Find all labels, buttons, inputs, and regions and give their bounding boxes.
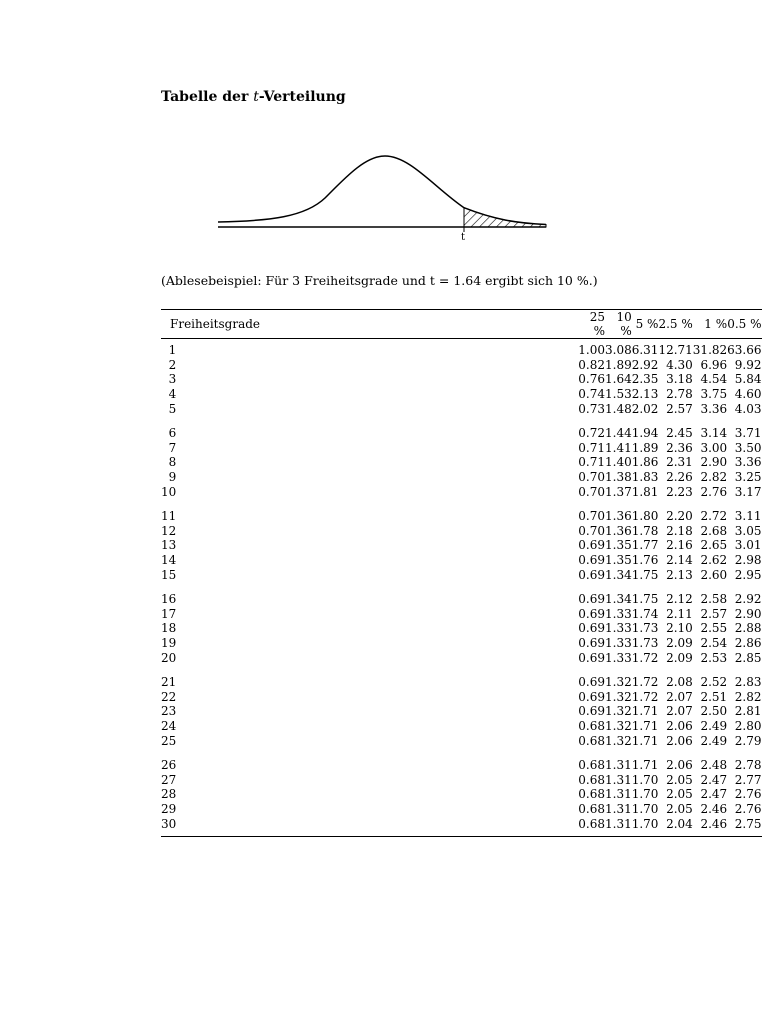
critical-value-cell: 2.86 [734, 635, 762, 650]
degrees-of-freedom-cell: 15 [161, 567, 177, 582]
t-distribution-figure [210, 148, 555, 248]
table-row [161, 704, 762, 719]
density-curve [218, 156, 546, 225]
critical-value-cell: 2.68 [700, 523, 728, 538]
degrees-of-freedom-cell: 7 [168, 440, 177, 455]
critical-value-cell: 1.36 [605, 523, 632, 538]
critical-value-cell: 2.57 [666, 401, 693, 416]
page-title [161, 89, 346, 105]
table-row [161, 372, 762, 387]
critical-value-cell: 1.35 [605, 553, 632, 568]
row-group [161, 753, 762, 836]
degrees-of-freedom-cell: 12 [161, 523, 177, 538]
table-row [161, 650, 762, 670]
critical-value-cell: 2.12 [666, 592, 693, 607]
critical-value-cell: 1.81 [631, 484, 659, 499]
critical-value-cell: 2.83 [734, 675, 762, 690]
column-header: Freiheitsgrade [161, 310, 578, 339]
critical-value-cell: 1.71 [631, 718, 659, 733]
critical-value-cell: 0.68 [578, 718, 605, 733]
critical-value-cell: 0.69 [578, 621, 605, 636]
column-header: 25 % [578, 310, 605, 339]
table-row [161, 772, 762, 787]
critical-value-cell: 2.65 [700, 538, 728, 553]
critical-value-cell: 0.70 [578, 484, 605, 499]
critical-value-cell: 2.05 [666, 801, 693, 816]
critical-value-cell: 2.18 [666, 523, 693, 538]
critical-value-cell: 2.47 [700, 772, 728, 787]
critical-value-cell: 1.32 [605, 704, 632, 719]
critical-value-cell: 0.68 [578, 733, 605, 748]
critical-value-cell: 1.78 [631, 523, 659, 538]
critical-value-cell: 2.76 [734, 801, 762, 816]
critical-value-cell: 12.71 [658, 343, 693, 358]
critical-value-cell: 1.40 [605, 455, 632, 470]
degrees-of-freedom-cell: 23 [161, 704, 177, 719]
critical-value-cell: 2.76 [700, 484, 728, 499]
critical-value-cell: 3.75 [700, 387, 728, 402]
density-curve-graphic [210, 148, 555, 248]
row-group [161, 421, 762, 504]
critical-value-cell: 1.74 [631, 606, 659, 621]
critical-value-cell: 2.46 [700, 816, 728, 831]
table-row [161, 504, 762, 524]
row-group [161, 587, 762, 670]
critical-value-cell: 1.32 [605, 718, 632, 733]
critical-value-cell: 2.75 [734, 816, 762, 831]
table-row [161, 339, 762, 358]
critical-value-cell: 0.71 [578, 455, 605, 470]
critical-value-cell: 2.77 [734, 772, 762, 787]
critical-value-cell: 1.34 [605, 567, 632, 582]
critical-value-cell: 2.95 [734, 567, 762, 582]
critical-value-cell: 0.69 [578, 567, 605, 582]
critical-value-cell: 2.78 [734, 758, 762, 773]
table-row [161, 358, 762, 373]
title-suffix: -Verteilung [258, 89, 346, 105]
critical-value-cell: 0.70 [578, 470, 605, 485]
critical-value-cell: 0.69 [578, 704, 605, 719]
critical-value-cell: 2.31 [666, 455, 693, 470]
critical-value-cell: 0.70 [578, 509, 605, 524]
critical-value-cell: 1.33 [605, 606, 632, 621]
critical-value-cell: 3.01 [734, 538, 762, 553]
critical-value-cell: 1.41 [605, 440, 632, 455]
critical-value-cell: 1.72 [631, 689, 659, 704]
title-variable: t [253, 89, 259, 105]
critical-value-cell: 1.94 [631, 426, 659, 441]
critical-value-cell: 2.09 [666, 635, 693, 650]
column-header: 1 % [693, 310, 727, 339]
critical-value-cell: 2.78 [666, 387, 693, 402]
degrees-of-freedom-cell: 28 [161, 787, 177, 802]
critical-value-cell: 2.58 [700, 592, 728, 607]
critical-value-cell: 2.06 [666, 718, 693, 733]
critical-value-cell: 1.35 [605, 538, 632, 553]
critical-value-cell: 1.73 [631, 621, 659, 636]
critical-value-cell: 2.82 [734, 689, 762, 704]
critical-value-cell: 0.68 [578, 801, 605, 816]
critical-value-cell: 2.49 [700, 718, 728, 733]
title-prefix: Tabelle der [161, 89, 254, 105]
critical-value-cell: 0.69 [578, 538, 605, 553]
column-header: 2.5 % [658, 310, 692, 339]
critical-value-cell: 2.46 [700, 801, 728, 816]
critical-value-cell: 1.80 [631, 509, 659, 524]
critical-value-cell: 2.35 [631, 372, 659, 387]
degrees-of-freedom-cell: 17 [161, 606, 177, 621]
critical-value-cell: 0.72 [578, 426, 605, 441]
critical-value-cell: 0.69 [578, 675, 605, 690]
critical-value-cell: 2.90 [734, 606, 762, 621]
degrees-of-freedom-cell: 1 [168, 343, 177, 358]
critical-value-cell: 1.86 [631, 455, 659, 470]
table-row [161, 455, 762, 470]
degrees-of-freedom-cell: 9 [168, 470, 177, 485]
critical-value-cell: 3.36 [700, 401, 728, 416]
critical-value-cell: 2.80 [734, 718, 762, 733]
critical-value-cell: 3.08 [605, 343, 632, 358]
critical-value-cell: 1.77 [631, 538, 659, 553]
critical-value-cell: 31.82 [692, 343, 728, 358]
column-header: 10 % [605, 310, 632, 339]
critical-value-cell: 1.31 [605, 772, 632, 787]
critical-value-cell: 0.76 [578, 372, 605, 387]
critical-value-cell: 0.69 [578, 606, 605, 621]
critical-value-cell: 1.72 [631, 675, 659, 690]
critical-value-cell: 2.11 [666, 606, 693, 621]
critical-value-cell: 3.11 [734, 509, 762, 524]
critical-value-cell: 1.76 [631, 553, 659, 568]
critical-value-cell: 2.47 [700, 787, 728, 802]
critical-value-cell: 2.13 [631, 387, 659, 402]
degrees-of-freedom-cell: 8 [168, 455, 177, 470]
critical-value-cell: 1.36 [605, 509, 632, 524]
critical-value-cell: 3.36 [734, 455, 762, 470]
table-row [161, 567, 762, 587]
critical-value-cell: 2.05 [666, 787, 693, 802]
critical-value-cell: 2.92 [631, 357, 659, 372]
critical-value-cell: 3.14 [700, 426, 728, 441]
table-row [161, 802, 762, 817]
degrees-of-freedom-cell: 6 [168, 426, 177, 441]
row-group [161, 339, 762, 421]
degrees-of-freedom-cell: 20 [161, 650, 177, 665]
critical-value-cell: 1.31 [605, 787, 632, 802]
critical-value-cell: 2.54 [700, 635, 728, 650]
critical-value-cell: 3.71 [734, 426, 762, 441]
critical-value-cell: 3.18 [666, 372, 693, 387]
degrees-of-freedom-cell: 22 [161, 689, 177, 704]
degrees-of-freedom-cell: 30 [161, 816, 177, 831]
critical-value-cell: 2.08 [666, 675, 693, 690]
critical-value-cell: 1.73 [631, 635, 659, 650]
critical-value-cell: 2.88 [734, 621, 762, 636]
critical-value-cell: 2.13 [666, 567, 693, 582]
table-row [161, 607, 762, 622]
critical-value-cell: 1.53 [605, 387, 632, 402]
critical-value-cell: 2.79 [734, 733, 762, 748]
column-header: 0.5 % [727, 310, 761, 339]
critical-value-cell: 1.37 [605, 484, 632, 499]
row-group [161, 670, 762, 753]
critical-value-cell: 2.92 [734, 592, 762, 607]
critical-value-cell: 4.54 [700, 372, 728, 387]
critical-value-cell: 1.33 [605, 635, 632, 650]
critical-value-cell: 0.70 [578, 523, 605, 538]
critical-value-cell: 2.72 [700, 509, 728, 524]
degrees-of-freedom-cell: 5 [168, 401, 177, 416]
degrees-of-freedom-cell: 27 [161, 772, 177, 787]
critical-value-cell: 2.57 [700, 606, 728, 621]
critical-value-cell: 1.31 [605, 801, 632, 816]
table-row [161, 587, 762, 607]
critical-value-cell: 1.70 [631, 816, 659, 831]
table-row [161, 421, 762, 441]
critical-value-cell: 0.71 [578, 440, 605, 455]
table-row [161, 636, 762, 651]
critical-value-cell: 2.55 [700, 621, 728, 636]
degrees-of-freedom-cell: 18 [161, 621, 177, 636]
critical-value-cell: 0.69 [578, 689, 605, 704]
critical-value-cell: 0.69 [578, 553, 605, 568]
critical-value-cell: 1.32 [605, 733, 632, 748]
table-row [161, 733, 762, 753]
critical-value-cell: 0.68 [578, 758, 605, 773]
critical-value-cell: 1.75 [631, 567, 659, 582]
critical-value-cell: 2.06 [666, 758, 693, 773]
critical-value-cell: 0.69 [578, 592, 605, 607]
critical-value-cell: 1.34 [605, 592, 632, 607]
table-row [161, 470, 762, 485]
degrees-of-freedom-cell: 13 [161, 538, 177, 553]
critical-value-cell: 2.53 [700, 650, 728, 665]
degrees-of-freedom-cell: 19 [161, 635, 177, 650]
critical-value-cell: 1.89 [631, 440, 659, 455]
critical-value-cell: 6.31 [631, 343, 659, 358]
critical-value-cell: 2.76 [734, 787, 762, 802]
degrees-of-freedom-cell: 29 [161, 801, 177, 816]
critical-value-cell: 2.05 [666, 772, 693, 787]
critical-value-cell: 2.23 [666, 484, 693, 499]
example-note: (Ablesebeispiel: Für 3 Freiheitsgrade und t = 1.64 ergibt sich 10 %.) [161, 273, 598, 288]
critical-value-cell: 1.71 [631, 704, 659, 719]
critical-value-cell: 0.69 [578, 650, 605, 665]
degrees-of-freedom-cell: 25 [161, 733, 177, 748]
critical-value-cell: 3.17 [734, 484, 762, 499]
degrees-of-freedom-cell: 16 [161, 592, 177, 607]
critical-value-cell: 2.20 [666, 509, 693, 524]
critical-value-cell: 3.25 [734, 470, 762, 485]
critical-value-cell: 1.70 [631, 801, 659, 816]
critical-value-cell: 1.71 [631, 733, 659, 748]
critical-value-cell: 1.70 [631, 787, 659, 802]
critical-value-cell: 1.33 [605, 650, 632, 665]
critical-value-cell: 5.84 [734, 372, 762, 387]
critical-value-cell: 2.07 [666, 704, 693, 719]
table-row [161, 816, 762, 836]
degrees-of-freedom-cell: 10 [161, 484, 177, 499]
critical-value-cell: 1.38 [605, 470, 632, 485]
degrees-of-freedom-cell: 2 [168, 357, 177, 372]
critical-value-cell: 2.82 [700, 470, 728, 485]
degrees-of-freedom-cell: 26 [161, 758, 177, 773]
degrees-of-freedom-cell: 24 [161, 718, 177, 733]
table-row [161, 753, 762, 773]
critical-value-cell: 2.81 [734, 704, 762, 719]
critical-value-cell: 1.70 [631, 772, 659, 787]
t-label: t [461, 232, 466, 243]
critical-value-cell: 0.68 [578, 787, 605, 802]
critical-value-cell: 3.00 [700, 440, 728, 455]
critical-value-cell: 2.49 [700, 733, 728, 748]
critical-value-cell: 2.52 [700, 675, 728, 690]
critical-value-cell: 2.45 [666, 426, 693, 441]
critical-value-cell: 2.04 [666, 816, 693, 831]
critical-value-cell: 2.60 [700, 567, 728, 582]
table-row [161, 401, 762, 421]
critical-value-cell: 2.09 [666, 650, 693, 665]
critical-value-cell: 1.31 [605, 758, 632, 773]
critical-value-cell: 1.44 [605, 426, 632, 441]
critical-value-cell: 1.32 [605, 689, 632, 704]
table-header-row [161, 310, 762, 339]
critical-value-cell: 4.03 [734, 401, 762, 416]
critical-value-cell: 2.85 [734, 650, 762, 665]
table-row [161, 719, 762, 734]
critical-value-cell: 0.74 [578, 387, 605, 402]
critical-value-cell: 1.32 [605, 675, 632, 690]
critical-value-cell: 2.06 [666, 733, 693, 748]
critical-value-cell: 0.82 [578, 357, 605, 372]
critical-value-cell: 2.07 [666, 689, 693, 704]
critical-value-cell: 4.30 [666, 357, 693, 372]
table-row [161, 787, 762, 802]
critical-value-cell: 0.68 [578, 816, 605, 831]
critical-value-cell: 1.89 [605, 357, 632, 372]
table-row [161, 553, 762, 568]
critical-value-cell: 2.36 [666, 440, 693, 455]
critical-value-cell: 0.73 [578, 401, 605, 416]
row-group [161, 504, 762, 587]
critical-value-cell: 1.75 [631, 592, 659, 607]
degrees-of-freedom-cell: 14 [161, 553, 177, 568]
critical-value-cell: 1.83 [631, 470, 659, 485]
table-row [161, 524, 762, 539]
critical-value-cell: 3.05 [734, 523, 762, 538]
critical-value-cell: 0.68 [578, 772, 605, 787]
critical-value-cell: 1.71 [631, 758, 659, 773]
critical-value-cell: 1.48 [605, 401, 632, 416]
critical-value-cell: 6.96 [700, 357, 728, 372]
degrees-of-freedom-cell: 21 [161, 675, 177, 690]
table-row [161, 689, 762, 704]
critical-value-cell: 3.50 [734, 440, 762, 455]
critical-value-cell: 2.02 [631, 401, 659, 416]
table-row [161, 387, 762, 402]
critical-value-cell: 2.51 [700, 689, 728, 704]
critical-value-cell: 2.10 [666, 621, 693, 636]
table-row [161, 538, 762, 553]
table-row [161, 484, 762, 504]
critical-value-cell: 2.48 [700, 758, 728, 773]
degrees-of-freedom-cell: 3 [168, 372, 177, 387]
critical-value-cell: 2.98 [734, 553, 762, 568]
column-header: 5 % [632, 310, 659, 339]
critical-value-cell: 0.69 [578, 635, 605, 650]
critical-value-cell: 1.33 [605, 621, 632, 636]
table-row [161, 621, 762, 636]
degrees-of-freedom-cell: 4 [168, 387, 177, 402]
critical-value-cell: 2.16 [666, 538, 693, 553]
critical-value-cell: 4.60 [734, 387, 762, 402]
critical-value-cell: 2.50 [700, 704, 728, 719]
critical-value-cell: 2.62 [700, 553, 728, 568]
critical-value-cell: 2.14 [666, 553, 693, 568]
critical-value-cell: 1.00 [578, 343, 605, 358]
critical-value-cell: 9.92 [734, 357, 762, 372]
table-row [161, 441, 762, 456]
t-distribution-table [161, 309, 762, 837]
critical-value-cell: 2.90 [700, 455, 728, 470]
degrees-of-freedom-cell: 11 [161, 509, 177, 524]
critical-value-cell: 63.66 [727, 343, 762, 358]
table-row [161, 670, 762, 690]
critical-value-cell: 1.72 [631, 650, 659, 665]
critical-value-cell: 1.64 [605, 372, 632, 387]
critical-value-cell: 2.26 [666, 470, 693, 485]
critical-value-cell: 1.31 [605, 816, 632, 831]
